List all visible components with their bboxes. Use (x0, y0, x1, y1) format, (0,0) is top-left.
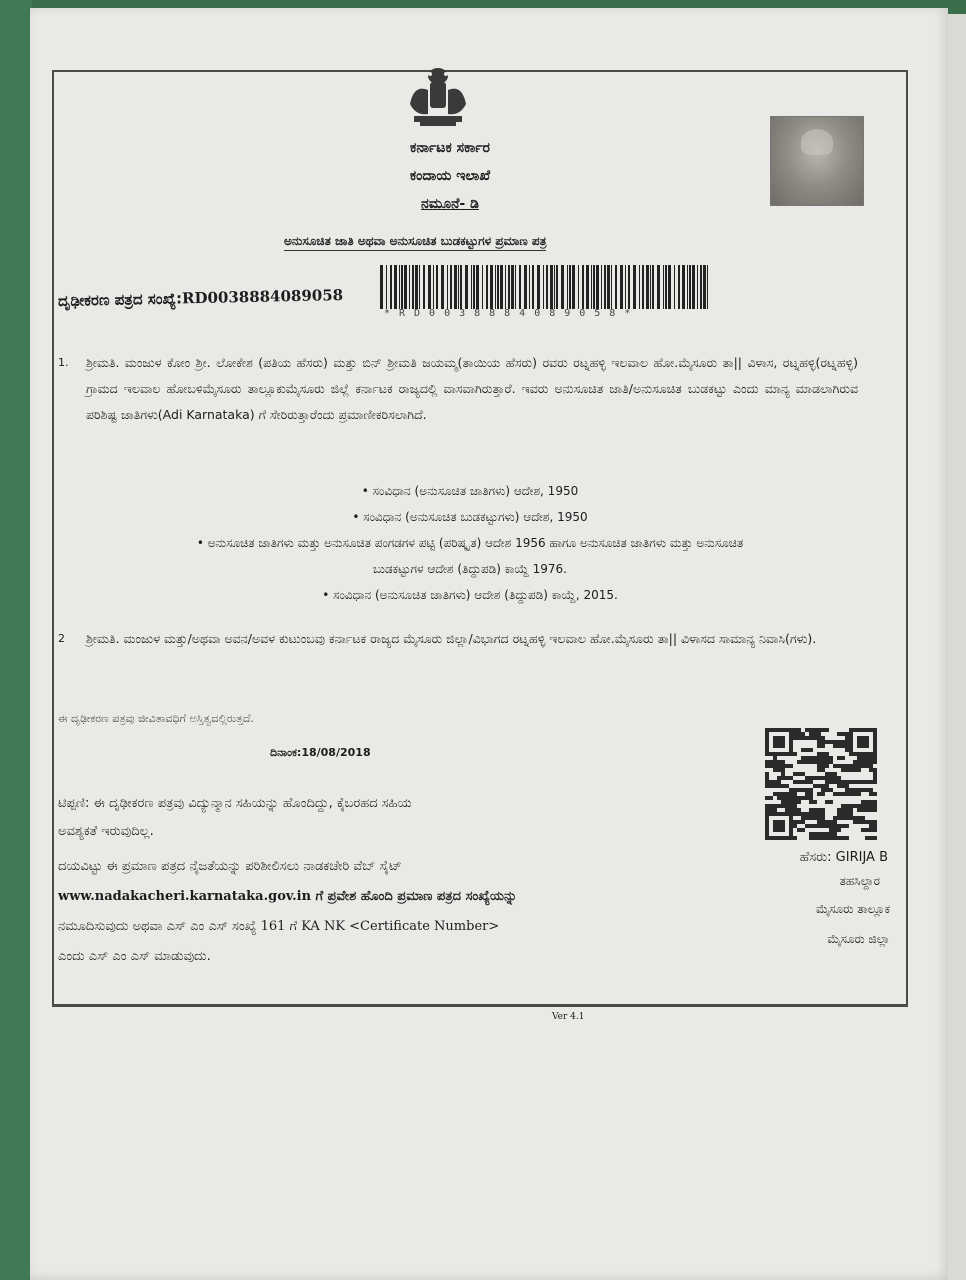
form-name: ನಮೂನೆ- ಡಿ (421, 196, 479, 212)
govt-name: ಕರ್ನಾಟಕ ಸರ್ಕಾರ (410, 140, 490, 156)
certificate-number-value: RD0038884089058 (181, 286, 344, 308)
note (58, 790, 412, 846)
state-emblem-icon (400, 64, 476, 132)
certificate-barcode (380, 265, 715, 311)
verify-line-2: www.nadakacheri.karnataka.gov.in ಗೆ ಪ್ರವೇಶ ಹೊಂದಿ ಪ್ರಮಾಣ ಪತ್ರದ ಸಂಖ್ಯೆಯನ್ನು (58, 889, 518, 904)
order-2: • ಸಂವಿಧಾನ (ಅನುಸೂಚಿತ ಬುಡಕಟ್ಟುಗಳು) ಆದೇಶ, 1950 (352, 510, 588, 524)
paragraph-2-number: 2 (58, 632, 65, 645)
paragraph-1 (58, 350, 858, 428)
paragraph-2 (58, 626, 858, 652)
order-3-continued: ಬುಡಕಟ್ಟುಗಳ ಆದೇಶ (ತಿದ್ದುಪಡಿ) ಕಾಯ್ದೆ 1976. (373, 562, 567, 576)
paragraph-1-number: 1. (58, 356, 69, 369)
note-line-2: ಅವಶ್ಯಕತೆ ಇರುವುದಿಲ್ಲ. (58, 824, 154, 839)
order-4: • ಸಂವಿಧಾನ (ಅನುಸೂಚಿತ ಜಾತಿಗಳು) ಆದೇಶ (ತಿದ್ದುಪಡಿ) ಕಾಯ್ದೆ, 2015. (322, 588, 618, 602)
version-label: Ver 4.1 (552, 1012, 585, 1022)
verify-line-3: ನಮೂದಿಸುವುದು ಅಥವಾ ಎಸ್ ಎಂ ಎಸ್ ಸಂಖ್ಯೆ 161 ಗೆ KA NK <Certificate Number> (58, 919, 500, 934)
paragraph-1-text: ಶ್ರೀಮತಿ. ಮಂಜುಳ ಕೋಂ ಶ್ರೀ. ಲೋಕೇಶ (ಪತಿಯ ಹೆಸರು) ಮತ್ತು ಬಿನ್ ಶ್ರೀಮತಿ ಜಯಮ್ಮ(ತಾಯಿಯ ಹೆಸರು) ರವರು ರಟ್ನಹಳ್ಳಿ ಇಲವಾಲ ಹೋ.ಮೈಸೂರು ತಾ|| ವಿಳಾಸ, ರಟ್ನಹಳ್ಳಿ(ರಟ್ನಹಳ್ಳಿ) ಗ್ರಾಮದ ಇಲವಾಲ ಹೋಬಳಿಮೈಸೂರು ತಾಲ್ಲೂಕುಮೈಸೂರು ಜಿಲ್ಲೆ ಕರ್ನಾಟಕ ರಾಜ್ಯದಲ್ಲಿ ವಾಸವಾಗಿರುತ್ತಾರೆ. ಇವರು ಅನುಸೂಚಿತ ಜಾತಿ/ಅನುಸೂಚಿತ ಬುಡಕಟ್ಟು ಎಂದು ಮಾನ್ಯ ಮಾಡಲಾಗಿರುವ ಪರಿಶಿಷ್ಟ ಜಾತಿಗಳು(Adi Karnataka) ಗೆ ಸೇರಿರುತ್ತಾರೆಂದು ಪ್ರಮಾಣೀಕರಿಸಲಾಗಿದೆ. (86, 355, 858, 422)
qr-code (765, 728, 877, 840)
order-1: • ಸಂವಿಧಾನ (ಅನುಸೂಚಿತ ಜಾತಿಗಳು) ಆದೇಶ, 1950 (361, 484, 579, 498)
department-name: ಕಂದಾಯ ಇಲಾಖೆ (409, 168, 491, 184)
signatory-district: ಮೈಸೂರು ಜಿಲ್ಲಾ (827, 932, 890, 946)
barcode-text: *RD0038884089058* (384, 308, 640, 319)
paragraph-2-text: ಶ್ರೀಮತಿ. ಮಂಜುಳ ಮತ್ತು/ಅಥವಾ ಅವನ/ಅವಳ ಕುಟುಂಬವು ಕರ್ನಾಟಕ ರಾಜ್ಯದ ಮೈಸೂರು ಜಿಲ್ಲಾ/ವಿಭಾಗದ ರಟ್ನಹಳ್ಳಿ ಇಲವಾಲ ಹೋ.ಮೈಸೂರು ತಾ|| ವಿಳಾಸದ ಸಾಮಾನ್ಯ ನಿವಾಸಿ(ಗಳು). (86, 631, 817, 646)
certificate-title: ಅನುಸೂಚಿತ ಜಾತಿ ಅಥವಾ ಅನುಸೂಚಿತ ಬುಡಕಟ್ಟುಗಳ ಪ್ರಮಾಣ ಪತ್ರ (284, 234, 546, 251)
certificate-number-label: ದೃಢೀಕರಣ ಪತ್ರದ ಸಂಖ್ಯೆ: (57, 289, 183, 310)
validity-note: ಈ ದೃಢೀಕರಣ ಪತ್ರವು ಜೀವಿತಾವಧಿಗೆ ಅಸ್ತಿತ್ವದಲ್ಲಿರುತ್ತದೆ. (58, 712, 254, 725)
verify-line-4: ಎಂದು ಎಸ್ ಎಂ ಎಸ್ ಮಾಡುವುದು. (58, 949, 211, 964)
verification-note (58, 852, 517, 972)
applicant-photo (770, 116, 864, 206)
signatory-title: ತಹಸಿಲ್ದಾರ (839, 874, 880, 888)
signatory-name: ಹೆಸರು: GIRIJA B (799, 850, 888, 865)
verify-line-1: ದಯವಿಟ್ಟು ಈ ಪ್ರಮಾಣ ಪತ್ರದ ನೈಜತೆಯನ್ನು ಪರಿಶೀಲಿಸಲು ನಾಡಕಚೇರಿ ವೆಬ್ ಸೈಟ್ (58, 859, 402, 874)
note-line-1: ಟಿಪ್ಪಣಿ: ಈ ದೃಢೀಕರಣ ಪತ್ರವು ವಿದ್ಯುನ್ಮಾನ ಸಹಿಯನ್ನು ಹೊಂದಿದ್ದು, ಕೈಬರಹದ ಸಹಿಯ (58, 796, 412, 811)
order-3: • ಅನುಸೂಚಿತ ಜಾತಿಗಳು ಮತ್ತು ಅನುಸೂಚಿತ ಪಂಗಡಗಳ ಪಟ್ಟಿ (ಪರಿಷ್ಕೃತ) ಆದೇಶ 1956 ಹಾಗೂ ಅನುಸೂಚಿತ ಜಾತಿಗಳು ಮತ್ತು ಅನುಸೂಚಿತ (196, 536, 744, 550)
signatory-taluk: ಮೈಸೂರು ತಾಲ್ಲೂಕ (815, 902, 890, 916)
background-left-strip (0, 0, 32, 1280)
issue-date: ದಿನಾಂಕ:18/08/2018 (270, 746, 371, 759)
